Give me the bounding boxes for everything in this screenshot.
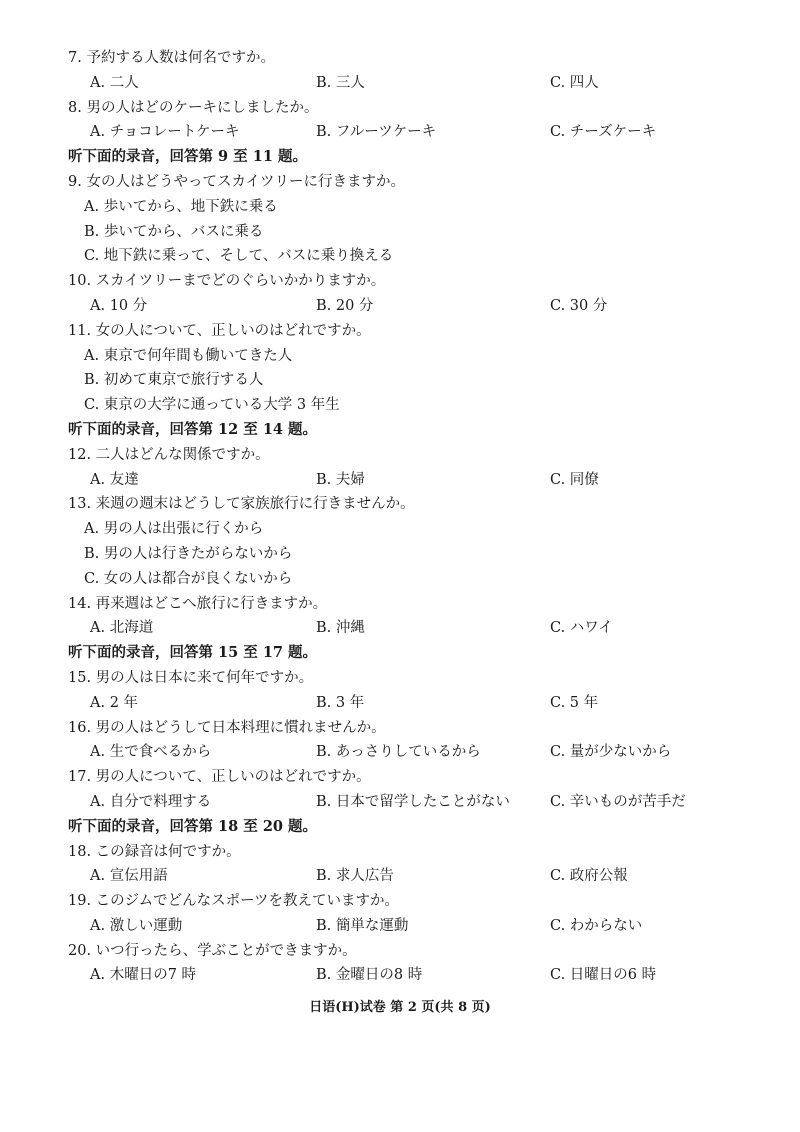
answer-option: A. 歩いてから、地下鉄に乗る bbox=[84, 198, 278, 215]
question-text: 11. 女の人について、正しいのはどれですか。 bbox=[68, 322, 371, 339]
option-b: B. 三人 bbox=[316, 74, 365, 91]
option-c: C. わからない bbox=[550, 917, 643, 934]
option-a: A. チョコレートケーキ bbox=[90, 124, 240, 141]
exam-content bbox=[68, 46, 728, 988]
option-b: B. 簡単な運動 bbox=[316, 917, 409, 934]
option-c: C. 同僚 bbox=[550, 471, 599, 488]
answer-option: B. 歩いてから、バスに乗る bbox=[84, 223, 264, 240]
answer-options-row bbox=[68, 71, 728, 96]
answer-options-row bbox=[68, 914, 728, 939]
answer-options-row bbox=[68, 294, 728, 319]
option-b: B. 3 年 bbox=[316, 694, 365, 711]
option-b: B. フルーツケーキ bbox=[316, 124, 437, 141]
answer-options-row bbox=[68, 963, 728, 988]
option-c: C. 辛いものが苦手だ bbox=[550, 793, 686, 810]
option-b: B. 日本で留学したことがない bbox=[316, 793, 510, 810]
answer-options-row bbox=[68, 691, 728, 716]
option-a: A. 木曜日の7 時 bbox=[90, 967, 197, 984]
question-text: 9. 女の人はどうやってスカイツリーに行きますか。 bbox=[68, 173, 406, 190]
option-a: A. 北海道 bbox=[90, 620, 154, 637]
listening-instruction: 听下面的录音，回答第 12 至 14 题。 bbox=[68, 420, 318, 438]
answer-option: B. 男の人は行きたがらないから bbox=[84, 545, 293, 562]
option-b: B. あっさりしているから bbox=[316, 744, 481, 761]
question-text: 17. 男の人について、正しいのはどれですか。 bbox=[68, 769, 371, 786]
question-text: 12. 二人はどんな関係ですか。 bbox=[68, 446, 270, 463]
question-text: 13. 来週の週末はどうして家族旅行に行きませんか。 bbox=[68, 496, 415, 513]
question-text: 7. 予約する人数は何名ですか。 bbox=[68, 50, 275, 66]
option-a: A. 10 分 bbox=[90, 297, 148, 314]
answer-option: B. 初めて東京で旅行する人 bbox=[84, 372, 264, 389]
question-text: 15. 男の人は日本に来て何年ですか。 bbox=[68, 669, 314, 686]
option-a: A. 生で食べるから bbox=[90, 744, 212, 761]
question-text: 10. スカイツリーまでどのぐらいかかりますか。 bbox=[68, 273, 386, 290]
answer-options-row bbox=[68, 120, 728, 145]
answer-option: C. 女の人は都合が良くないから bbox=[84, 570, 293, 587]
option-a: A. 友達 bbox=[90, 471, 139, 488]
option-a: A. 宣伝用語 bbox=[90, 868, 168, 885]
answer-option: A. 男の人は出張に行くから bbox=[84, 521, 264, 538]
question-text: 20. いつ行ったら、学ぶことができますか。 bbox=[68, 942, 357, 959]
answer-options-row bbox=[68, 864, 728, 889]
option-a: A. 二人 bbox=[90, 74, 139, 91]
question-text: 14. 再来週はどこへ旅行に行きますか。 bbox=[68, 595, 328, 612]
option-a: A. 2 年 bbox=[90, 694, 139, 711]
option-a: A. 自分で料理する bbox=[90, 793, 212, 810]
listening-instruction: 听下面的录音，回答第 18 至 20 题。 bbox=[68, 817, 318, 835]
listening-instruction: 听下面的录音，回答第 9 至 11 题。 bbox=[68, 148, 307, 166]
question-text: 18. この録音は何ですか。 bbox=[68, 843, 241, 860]
question-text: 8. 男の人はどのケーキにしましたか。 bbox=[68, 99, 319, 116]
option-c: C. 日曜日の6 時 bbox=[550, 967, 657, 984]
question-text: 16. 男の人はどうして日本料理に慣れませんか。 bbox=[68, 719, 386, 736]
answer-option: A. 東京で何年間も働いてきた人 bbox=[84, 347, 293, 364]
page-footer: 日语(H)试卷 第 2 页(共 8 页) bbox=[309, 1000, 491, 1015]
option-b: B. 金曜日の8 時 bbox=[316, 967, 423, 984]
answer-option: C. 地下鉄に乗って、そして、バスに乗り換える bbox=[84, 248, 394, 265]
answer-option: C. 東京の大学に通っている大学 3 年生 bbox=[84, 397, 340, 414]
option-c: C. 30 分 bbox=[550, 297, 608, 314]
option-c: C. 5 年 bbox=[550, 694, 599, 711]
question-text: 19. このジムでどんなスポーツを教えていますか。 bbox=[68, 893, 400, 910]
answer-options-row bbox=[68, 790, 728, 815]
option-c: C. 四人 bbox=[550, 74, 599, 91]
option-c: C. 政府公報 bbox=[550, 868, 628, 885]
option-c: C. 量が少ないから bbox=[550, 744, 672, 761]
option-b: B. 沖縄 bbox=[316, 620, 365, 637]
listening-instruction: 听下面的录音，回答第 15 至 17 题。 bbox=[68, 644, 318, 662]
option-b: B. 20 分 bbox=[316, 297, 374, 314]
option-c: C. チーズケーキ bbox=[550, 124, 657, 141]
option-b: B. 求人広告 bbox=[316, 868, 394, 885]
answer-options-row bbox=[68, 468, 728, 493]
answer-options-row bbox=[68, 740, 728, 765]
answer-options-row bbox=[68, 616, 728, 641]
option-a: A. 激しい運動 bbox=[90, 917, 183, 934]
option-c: C. ハワイ bbox=[550, 620, 613, 637]
option-b: B. 夫婦 bbox=[316, 471, 365, 488]
